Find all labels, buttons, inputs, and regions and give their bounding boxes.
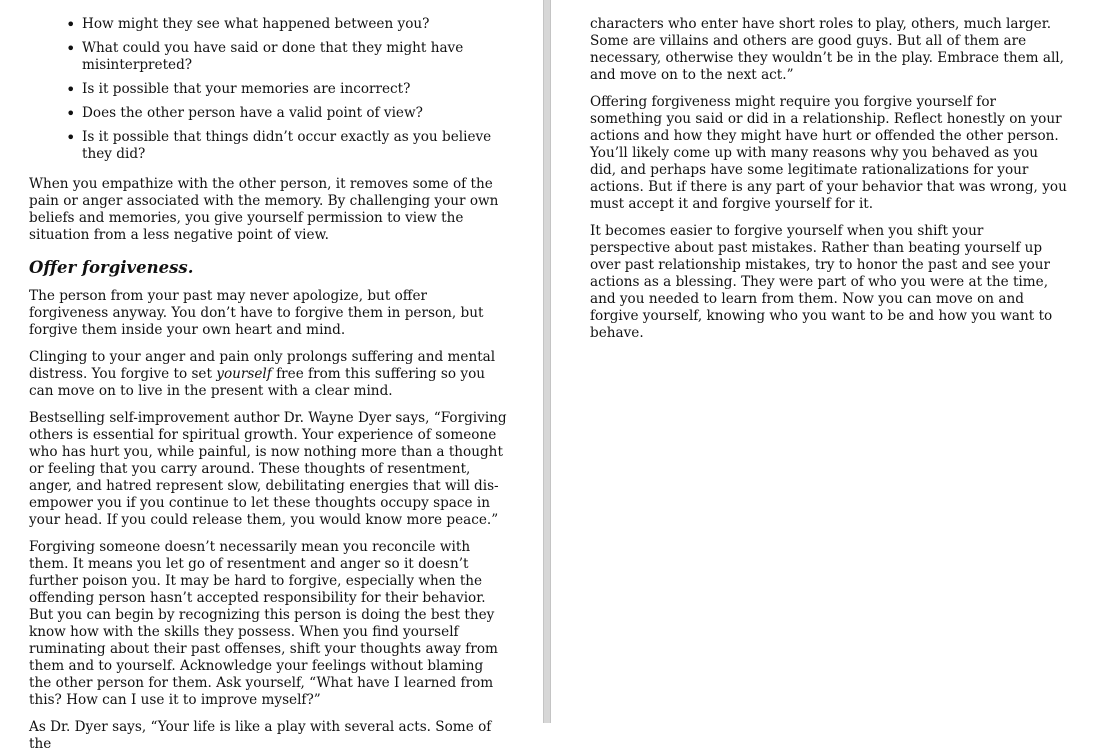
list-item: • Does the other person have a valid point of view? (29, 105, 507, 122)
paragraph-clinging (29, 349, 507, 400)
paragraph-dyer-quote: Bestselling self-improvement author Dr. Wayne Dyer says, “Forgiving others is essential for spiritual growth. Your experience of someone who has hurt you, while painful, is now nothing more than a thought or feeling that you carry around. These thoughts of resentment, anger, and hatred represent slow, debilitating energies that will dis-empower you if you continue to let these thoughts occupy space in your head. If you could release them, you would know more peace.” (29, 410, 507, 528)
paragraph-play-continued: characters who enter have short roles to play, others, much larger. Some are villains and others are good guys. But all of them are necessary, otherwise they wouldn’t be in the play. Embrace them all, and move on to the next act.” (590, 16, 1064, 83)
paragraph-play-start: As Dr. Dyer says, “Your life is like a play with several acts. Some of the (29, 719, 492, 752)
page-divider (543, 0, 551, 723)
list-item: • How might they see what happened between you? (29, 16, 507, 33)
paragraph-easier: It becomes easier to forgive yourself when you shift your perspective about past mistakes. Rather than beating yourself up over past relationship mistakes, try to honor the past and see your actions as a blessing. They were part of who you were at the time, and you needed to learn from them. Now you can move on and forgive yourself, knowing who you want to be and how you want to behave. (590, 223, 1053, 341)
paragraph-offering: Offering forgiveness might require you forgive yourself for something you said or did in a relationship. Reflect honestly on your actions and how they might have hurt or offended the other person. You’ll likely come up with many reasons why you behaved as you did, and perhaps have some legitimate rationalizations for your actions. But if there is any part of your behavior that was wrong, you must accept it and forgive yourself for it. (590, 94, 1067, 212)
list-item: • Is it possible that things didn’t occur exactly as you believe they did? (29, 129, 507, 163)
reflection-questions-list (29, 16, 507, 163)
paragraph-clinging-part1: Clinging to your anger and pain only prolongs suffering and mental distress. You forgive to set (29, 349, 496, 382)
paragraph-clinging-part2: free from this suffering so you can move on to live in the present with a clear mind. (29, 366, 486, 399)
emphasis-yourself: yourself (216, 366, 272, 382)
right-page (551, 0, 1095, 723)
paragraph-reconcile: Forgiving someone doesn’t necessarily mean you reconcile with them. It means you let go of resentment and anger so it doesn’t further poison you. It may be hard to forgive, especially when the offending person hasn’t accepted responsibility for their behavior. But you can begin by recognizing this person is doing the best they know how with the skills they possess. When you find yourself ruminating about their past offenses, shift your thoughts away from them and to yourself. Acknowledge your feelings without blaming the other person for them. Ask yourself, “What have I learned from this? How can I use it to improve myself?” (29, 539, 498, 708)
left-page (0, 0, 543, 752)
section-heading: Offer forgiveness. (29, 258, 194, 277)
paragraph-empathize: When you empathize with the other person, it removes some of the pain or anger associated with the memory. By challenging your own beliefs and memories, you give yourself permission to view the situation from a less negative point of view. (29, 176, 499, 243)
paragraph-apologize: The person from your past may never apologize, but offer forgiveness anyway. You don’t have to forgive them in person, but forgive them inside your own heart and mind. (29, 288, 484, 338)
list-item: • What could you have said or done that they might have misinterpreted? (29, 40, 507, 74)
list-item: • Is it possible that your memories are incorrect? (29, 81, 507, 98)
